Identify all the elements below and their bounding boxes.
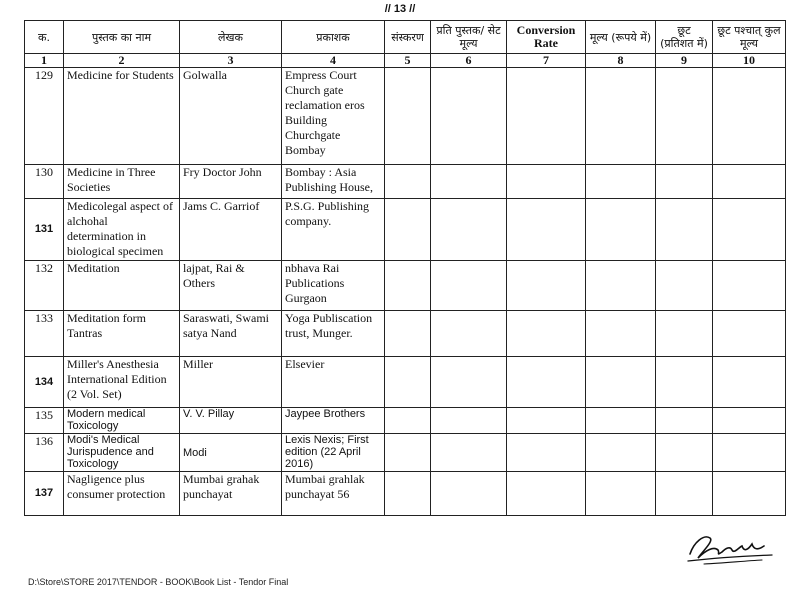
table-row (25, 311, 786, 357)
empty-cell (586, 408, 656, 434)
empty-cell (385, 68, 431, 165)
empty-cell (713, 261, 786, 311)
header-book-name: पुस्तक का नाम (64, 21, 180, 54)
column-number: 6 (431, 54, 507, 68)
empty-cell (507, 434, 586, 472)
title-cell: Meditation (64, 261, 180, 311)
serial-cell: 130 (25, 165, 64, 199)
table-row (25, 408, 786, 434)
empty-cell (385, 357, 431, 408)
column-number: 2 (64, 54, 180, 68)
empty-cell (656, 311, 713, 357)
empty-cell (431, 472, 507, 516)
empty-cell (507, 68, 586, 165)
empty-cell (656, 408, 713, 434)
header-price-rupees: मूल्य (रूपये में) (586, 21, 656, 54)
page-number: // 13 // (384, 3, 416, 15)
empty-cell (385, 261, 431, 311)
author-cell: V. V. Pillay (180, 408, 282, 434)
empty-cell (586, 199, 656, 261)
title-cell: Meditation form Tantras (64, 311, 180, 357)
empty-cell (656, 165, 713, 199)
column-number: 10 (713, 54, 786, 68)
column-number: 1 (25, 54, 64, 68)
empty-cell (431, 434, 507, 472)
table-row (25, 472, 786, 516)
empty-cell (656, 357, 713, 408)
header-author: लेखक (180, 21, 282, 54)
header-edition: संस्करण (385, 21, 431, 54)
serial-cell: 134 (25, 357, 64, 408)
serial-cell: 131 (25, 199, 64, 261)
column-number: 9 (656, 54, 713, 68)
empty-cell (713, 408, 786, 434)
empty-cell (713, 311, 786, 357)
table-row (25, 68, 786, 165)
empty-cell (507, 311, 586, 357)
empty-cell (713, 199, 786, 261)
table-row (25, 165, 786, 199)
file-path-footer: D:\Store\STORE 2017\TENDOR - BOOK\Book List - Tendor Final (28, 577, 289, 587)
table-row (25, 261, 786, 311)
publisher-cell: Bombay : Asia Publishing House, (282, 165, 385, 199)
title-cell: Modi's Medical Jurispudence and Toxicology (64, 434, 180, 472)
publisher-cell: Jaypee Brothers (282, 408, 385, 434)
empty-cell (656, 199, 713, 261)
empty-cell (507, 165, 586, 199)
table-row (25, 199, 786, 261)
empty-cell (431, 261, 507, 311)
serial-cell: 135 (25, 408, 64, 434)
column-number: 3 (180, 54, 282, 68)
header-price-per-book: प्रति पुस्तक/ सेट मूल्य (431, 21, 507, 54)
serial-cell: 129 (25, 68, 64, 165)
header-publisher: प्रकाशक (282, 21, 385, 54)
author-cell: Miller (180, 357, 282, 408)
empty-cell (507, 261, 586, 311)
author-cell: Fry Doctor John (180, 165, 282, 199)
publisher-cell: Yoga Publiscation trust, Munger. (282, 311, 385, 357)
column-number-row (25, 54, 786, 68)
title-cell: Medicolegal aspect of alchohal determination in biological specimen (64, 199, 180, 261)
empty-cell (656, 68, 713, 165)
serial-cell: 133 (25, 311, 64, 357)
empty-cell (431, 408, 507, 434)
author-cell: Mumbai grahak punchayat (180, 472, 282, 516)
title-cell: Nagligence plus consumer protection (64, 472, 180, 516)
title-cell: Medicine in Three Societies (64, 165, 180, 199)
author-cell: Jams C. Garriof (180, 199, 282, 261)
empty-cell (656, 261, 713, 311)
empty-cell (586, 357, 656, 408)
empty-cell (713, 434, 786, 472)
publisher-cell: Lexis Nexis; First edition (22 April 2016) (282, 434, 385, 472)
empty-cell (586, 472, 656, 516)
empty-cell (656, 434, 713, 472)
publisher-cell: nbhava Rai Publications Gurgaon (282, 261, 385, 311)
author-cell: Modi (180, 434, 282, 472)
empty-cell (385, 311, 431, 357)
header-total-after-discount: छूट पश्चात् कुल मूल्य (713, 21, 786, 54)
empty-cell (385, 472, 431, 516)
empty-cell (431, 357, 507, 408)
empty-cell (385, 408, 431, 434)
column-number: 7 (507, 54, 586, 68)
empty-cell (385, 434, 431, 472)
table-row (25, 357, 786, 408)
empty-cell (586, 434, 656, 472)
empty-cell (507, 357, 586, 408)
author-cell: Saraswati, Swami satya Nand (180, 311, 282, 357)
empty-cell (586, 261, 656, 311)
serial-cell: 136 (25, 434, 64, 472)
empty-cell (713, 357, 786, 408)
empty-cell (713, 68, 786, 165)
header-row (25, 21, 786, 54)
signature-icon (684, 528, 776, 568)
column-number: 4 (282, 54, 385, 68)
empty-cell (385, 199, 431, 261)
publisher-cell: Elsevier (282, 357, 385, 408)
empty-cell (656, 472, 713, 516)
empty-cell (507, 472, 586, 516)
empty-cell (586, 165, 656, 199)
publisher-cell: Mumbai grahlak punchayat 56 (282, 472, 385, 516)
empty-cell (713, 472, 786, 516)
empty-cell (431, 311, 507, 357)
author-cell: Golwalla (180, 68, 282, 165)
book-list-table (24, 20, 786, 516)
publisher-cell: Empress Court Church gate reclamation eros Building Churchgate Bombay (282, 68, 385, 165)
empty-cell (586, 311, 656, 357)
empty-cell (431, 199, 507, 261)
serial-cell: 137 (25, 472, 64, 516)
title-cell: Miller's Anesthesia International Edition (2 Vol. Set) (64, 357, 180, 408)
empty-cell (507, 408, 586, 434)
header-serial: क. (25, 21, 64, 54)
author-cell: lajpat, Rai & Others (180, 261, 282, 311)
publisher-cell: P.S.G. Publishing company. (282, 199, 385, 261)
empty-cell (431, 68, 507, 165)
table-row (25, 434, 786, 472)
empty-cell (713, 165, 786, 199)
header-conversion-rate: Conversion Rate (507, 21, 586, 54)
column-number: 5 (385, 54, 431, 68)
serial-cell: 132 (25, 261, 64, 311)
title-cell: Medicine for Students (64, 68, 180, 165)
column-number: 8 (586, 54, 656, 68)
empty-cell (507, 199, 586, 261)
empty-cell (586, 68, 656, 165)
empty-cell (431, 165, 507, 199)
empty-cell (385, 165, 431, 199)
title-cell: Modern medical Toxicology (64, 408, 180, 434)
header-discount-percent: छूट (प्रतिशत में) (656, 21, 713, 54)
